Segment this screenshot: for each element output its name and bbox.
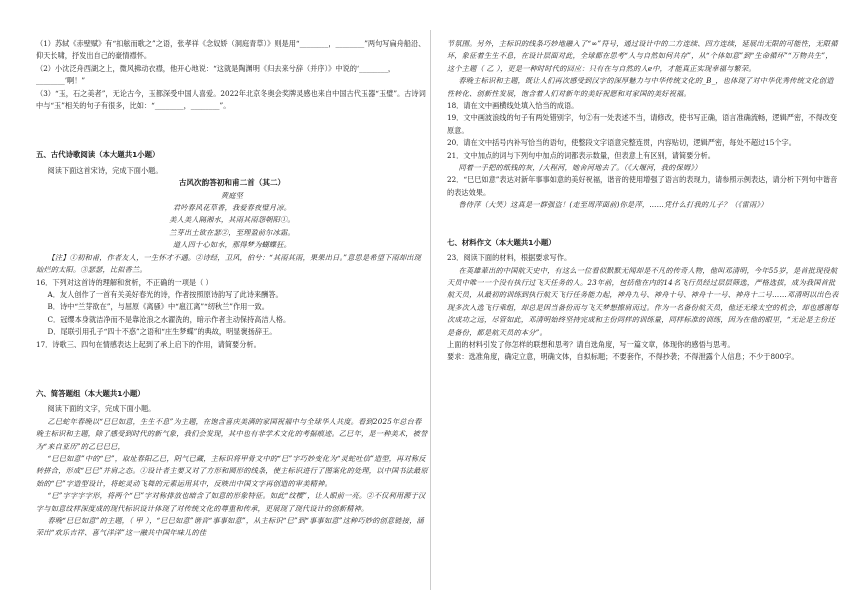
- column-divider: [430, 30, 431, 590]
- q16-option-a: A．友人创作了一首有关美好春光的诗，作者按照原诗韵写了此诗来酬答。: [47, 289, 283, 299]
- poem-line: 美人美人隔湘水，其雨其雨怨朝阳①。: [169, 215, 295, 225]
- passage-paragraph: 乙巳蛇年春晚以“巳巳如意，生生不息”为主题，在饱含喜庆美满的家国祝福中与全球华人共度。看到2025年总台春晚主标识和主题，除了感受到时代的新气象，我们会发现，其中也有非学术文化的考据痕迹。乙巳年，是一种美术，被誉为“来自亚历”的乙巳巳巳，: [36, 416, 428, 451]
- section-5-intro: 阅读下面这首宋诗，完成下面小题。: [47, 165, 163, 175]
- passage-paragraph: “巳”字字字字形，将两个“巳”字对称排放也暗含了如意的形象特征。如此“纹樱”，让人眼前一亮。②不仅利用源于汉字与如意纹样深度成的现代标识设计体现了对传统文化的尊重和传承，更展现了现代设计的创新精神。: [36, 491, 426, 513]
- q16-option-b: B．诗中“兰芽欲在”，与屈原《离骚》中“扈江离”“纫秋兰”作用一致。: [47, 302, 269, 312]
- passage-continued: 节氛围。另外，主标识的线条巧妙地融入了“∞”符号，通过设计中的二方连续、四方连续，延展出无限的可能性，无限循环，象征着生生不息，在设计层面对此，全球都在思考“人与自然如何共存”，从“个体如意”到“生命循环”“万物共生”，这个主题（ 乙 ），更是一种时时代的回应：只有在与自然的人e中，才能真正实现幸福与繁荣。: [447, 39, 838, 73]
- poem-line: 君吟春风花草香，我爱春夜璧月凉。: [172, 203, 292, 213]
- section-5-title: 五、古代诗歌阅读（本大题共1小题）: [36, 150, 160, 160]
- question-1: （1）苏轼《赤壁赋》有“扣舷而歌之”之语，张孝祥《念奴娇（洞庭青草）》则是用“________，________”两句写扁舟船沿、仰天长啸，抒发出自己的豪情襟怀。: [36, 39, 426, 61]
- right-column: [447, 38, 839, 364]
- essay-prompt: 上面的材料引发了你怎样的联想和思考？请自选角度，写一篇文章，体现你的感悟与思考。: [447, 339, 735, 349]
- left-column: [36, 38, 428, 540]
- question-22: 22．“巳巳如意”表达对新年事事如意的美好祝福，谐音的使用增强了语言的表现力，请参照示例表达，请分析下列句中谐音的表达效果。: [447, 175, 838, 197]
- section-6-title: 六、简答题组（本大题共1小题）: [36, 388, 145, 398]
- question-21: 21．文中加点的词与下列句中加点的词都表示数量，但表意上有区别，请简要分析。: [447, 150, 715, 160]
- q16-option-d: D．尾联引用孔子“四十不惑”之语和“庄生梦蝶”的典故，明显褒扬辞王。: [47, 327, 277, 337]
- q16-option-c: C．冠缨本身就洁净而不是靠沧浪之水濯洗的，暗示作者主动保持高洁人格。: [47, 314, 291, 324]
- section-6-intro: 阅读下面的文字，完成下面小题。: [47, 404, 156, 414]
- essay-requirements: 要求：选准角度，确定立意，明确文体，自拟标题；不要套作，不得抄袭；不得泄露个人信息；不少于800字。: [447, 352, 799, 362]
- poem-author: 黄庭坚: [220, 190, 244, 200]
- q21-example: 同着一手把的纸钱的灰，/大程河，她舍河地去了。（《大堰河，我的保姆》）: [458, 163, 702, 173]
- question-18: 18．请在文中画横线处填入恰当的成语。: [447, 101, 579, 111]
- question-20: 20．请在文中括号内补写恰当的语句，使整段文字语意完整连贯，内容贴切，逻辑严密，每处不超过15个字。: [447, 138, 796, 148]
- question-16: 16．下列对这首诗的理解和赏析，不正确的一项是（ ）: [36, 277, 213, 287]
- poem-line: 道人四十心如水，那得梦为蝴蝶狂。: [172, 240, 292, 250]
- passage-continued: 春晚主标识和主题，既让人们再次感受到汉字的深厚魅力与中华传统文化的_B_，也体现了对中华优秀传统文化创造性转化、创新性发展，饱含着人们对新年的美好祝愿和对家国的美好祝福。: [447, 76, 834, 98]
- question-17: 17．诗歌三、四句在情感表达上起到了承上启下的作用，请简要分析。: [36, 339, 261, 349]
- question-3: （3）“玉，石之美者”，无论古今，玉都深受中国人喜爱。2022年北京冬奥会奖牌灵感也来自中国古代玉器“玉璧”。古诗词中与“玉”相关的句子有很多，比如：“________，________”。: [36, 88, 426, 111]
- essay-material: 在英雄辈出的中国航天史中，有这么一位看似默默无闻却是不凡的传奇人物，他叫邓清明，今年55岁，是首批现役航天员中唯一一个没有执行过飞天任务的人。23年前，包括他在内的14名飞行员经过层层筛选，严格选拔，成为我国首批航天员，从最初的训练到执行航天飞行任务能力起，神舟九号、神舟十号、神舟十一号、神舟十二号……邓清明以出色表现多次入选飞行乘组，却总是因当备份而与飞天梦想擦肩而过。作为一名备份航天员，他还无缘太空的机会，却也感谢每次成功之远，尽管如此，邓清明始终坚持完成和主份同样的训练量，同样标准的训练，因为在他的眼里，“无论是主份还是备份，都是航天员的本分”。: [447, 265, 839, 337]
- poem-line: 兰芽出土欲在瑟②，至理盈前尔冰霜。: [169, 227, 295, 237]
- q22-example: 鲁侍萍（大笑）这真是一群强盗！(走至周萍面前)你是萍，……凭什么打我的儿子？（《雷雨》）: [458, 200, 768, 210]
- poem-title: 古风次韵答初和甫二首（其二）: [178, 178, 286, 188]
- passage-paragraph: 春晚“巳巳如意”的主题，（ 甲 ），“巳巳如意”谐音“事事如意”，从主标识“巳”到“事事如意”这种巧妙的创意链接，涵荣出“欢乐吉祥、喜气洋洋”这一融共中国年味儿的佳: [36, 516, 424, 538]
- passage-paragraph: “巳巳如意”中的“巳”，取址春阳乙巳，阴气已藏，主标识将甲骨文中的“巳”字巧妙变化为“灵蛇吐信”造型，再对称反转拼合，形成“巳巳”并肩之态。①设计者主要又对了方形和圆形的线条，使主标识进行了图案化的处理，以中国书法最原始的“巳”字造型设计，将蛇灵动飞舞的元素运用其中，反映出中国文字再创造的审美精神。: [36, 453, 428, 488]
- question-2: （2）小沈泛舟西湖之上，微风拂动衣襟，他开心地说：“这就是陶渊明《归去来兮辞（并序）》中说的‘________，________’啊！”: [36, 63, 396, 86]
- poem-note: 【注】①初和甫，作者友人，一生怀才不遇。②诗经，卫风，伯兮：“其雨其雨，果果出日。”意思是希望下雨却出现灿烂的太阳。③瑟瑟，比拟香兰。: [36, 252, 422, 275]
- section-7-title: 七、材料作文（本大题共1小题）: [447, 237, 556, 247]
- question-19: 19．文中画波浪线的句子有两处错别字，句②有一处表述不当，请修改，使书写正确，语言准确流畅，逻辑严密，不得改变原意。: [447, 113, 838, 135]
- question-23: 23．阅读下面的材料，根据要求写作。: [447, 253, 572, 263]
